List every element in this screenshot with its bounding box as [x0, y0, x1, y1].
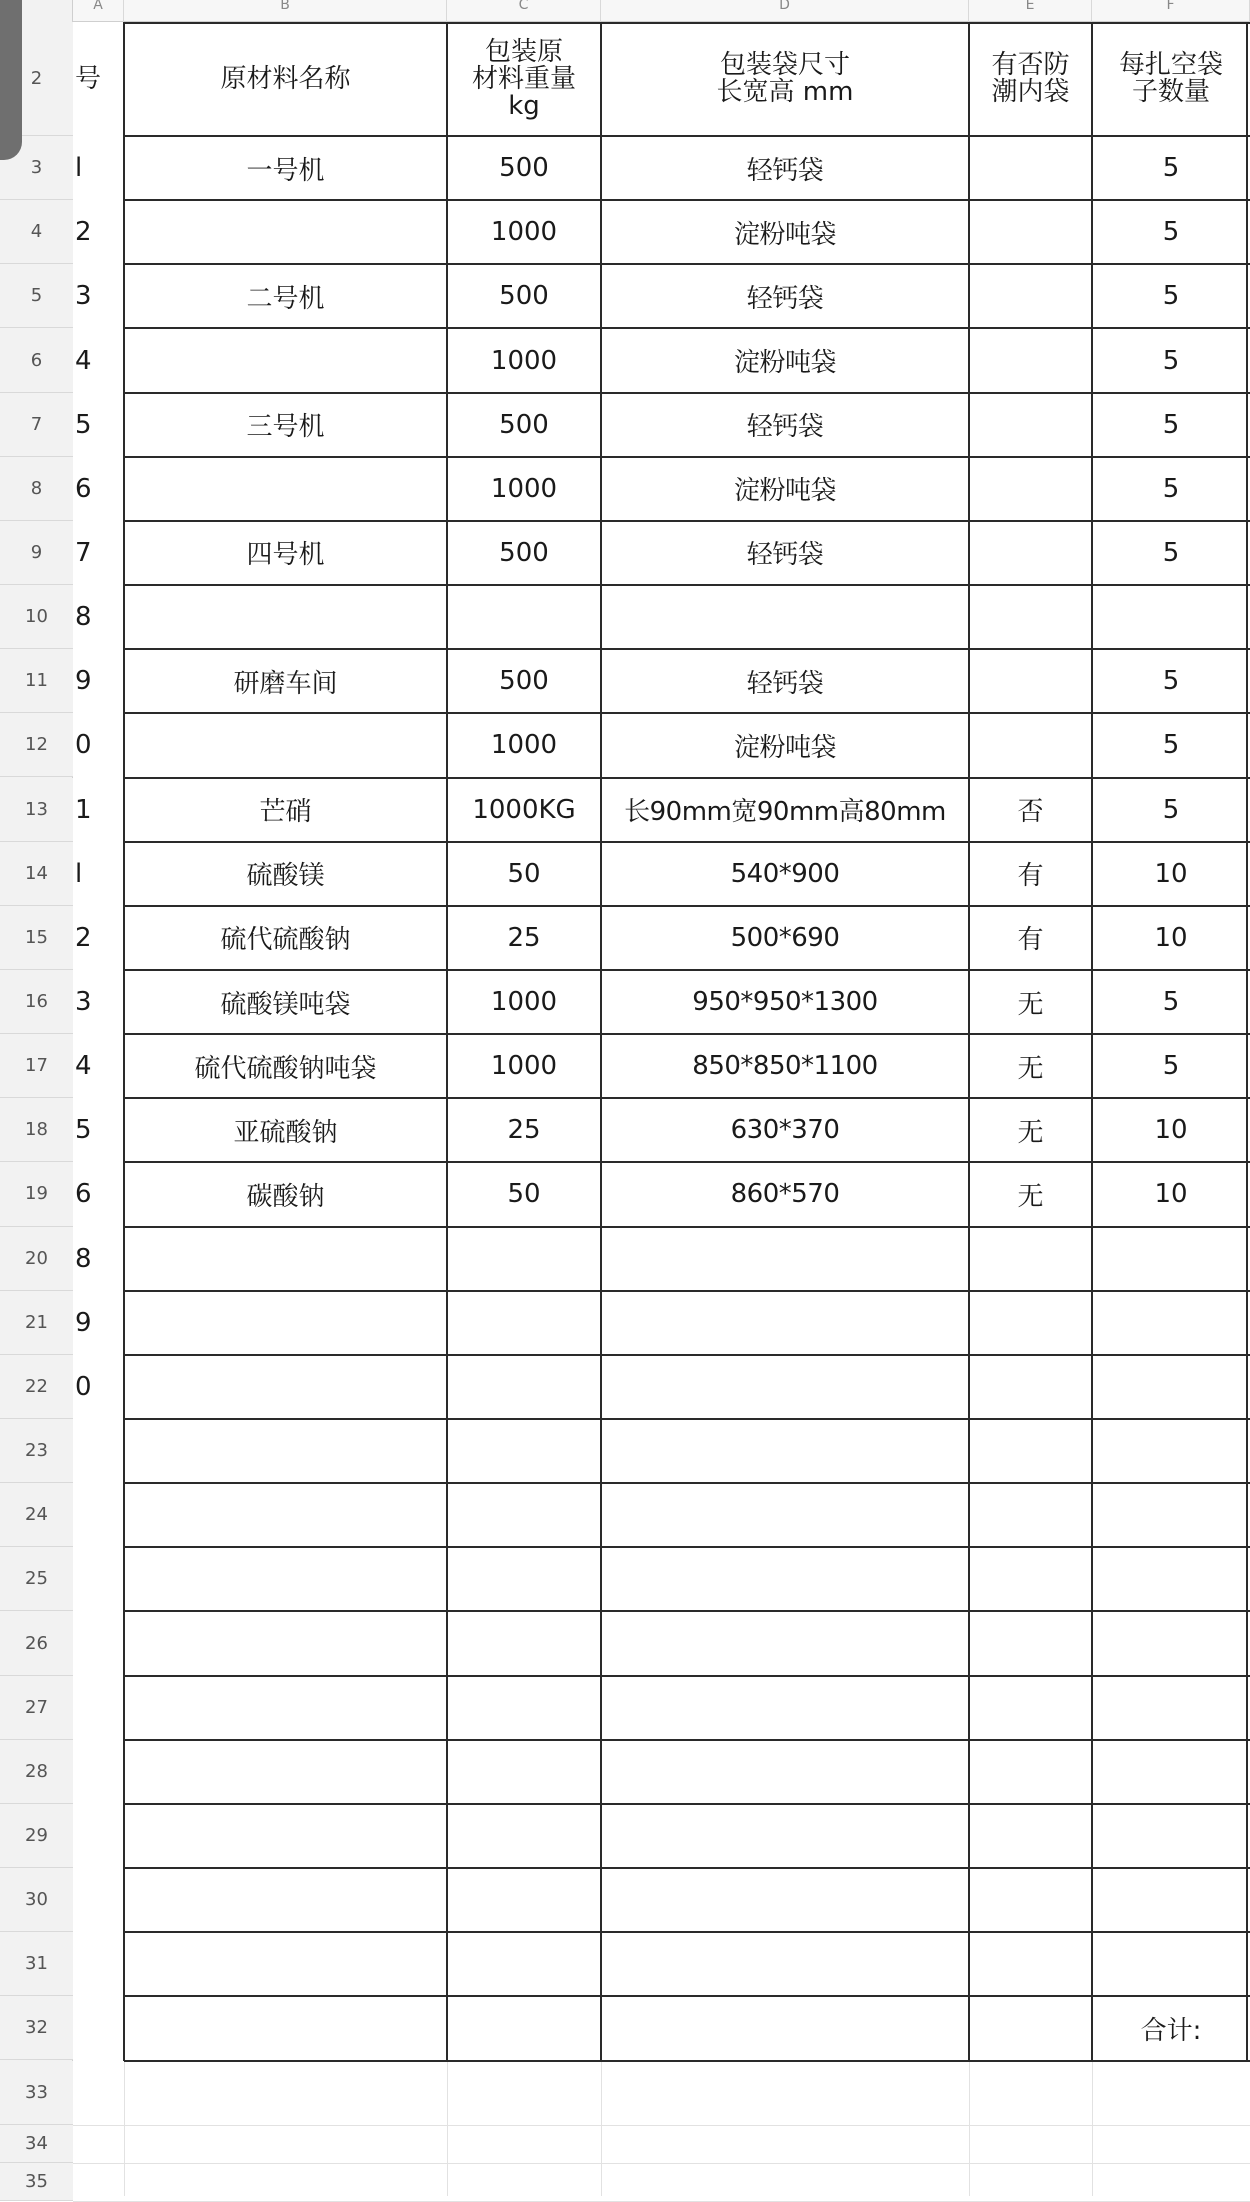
cell-e8[interactable] — [969, 457, 1092, 521]
cell-e13[interactable]: 否 — [1017, 797, 1044, 828]
cell-d24[interactable] — [601, 1483, 969, 1547]
table-border — [124, 1161, 1250, 1163]
cell-f10[interactable] — [1092, 585, 1250, 649]
cell-b18[interactable]: 亚硫酸钠 — [233, 1117, 338, 1148]
row-header-15[interactable]: 15 — [0, 906, 73, 970]
cell-f11[interactable]: 5 — [1162, 666, 1180, 697]
cell-e14[interactable]: 有 — [1017, 861, 1044, 892]
cell-e17[interactable]: 无 — [1017, 1053, 1044, 1084]
cell-c3[interactable]: 500 — [499, 153, 549, 184]
cell-c29[interactable] — [447, 1804, 601, 1868]
row-header-9[interactable]: 9 — [0, 521, 73, 585]
cell-f19[interactable]: 10 — [1154, 1179, 1188, 1210]
cell-a26[interactable] — [73, 1611, 124, 1675]
cell-b28[interactable] — [124, 1740, 447, 1804]
cell-b17[interactable]: 硫代硫酸钠吨袋 — [194, 1053, 377, 1084]
cell-a8[interactable]: 6 — [75, 473, 92, 504]
row-header-14[interactable]: 14 — [0, 842, 73, 906]
cell-f3[interactable]: 5 — [1162, 153, 1180, 184]
cell-a16[interactable]: 3 — [75, 987, 92, 1017]
header-cell-d[interactable]: 包装袋尺寸 长宽高 mm — [716, 50, 854, 107]
cell-c13[interactable]: 1000KG — [472, 794, 576, 825]
row-header-32[interactable]: 32 — [0, 1996, 73, 2060]
cell-d15[interactable]: 500*690 — [730, 922, 840, 953]
cell-c25[interactable] — [447, 1547, 601, 1611]
table-border — [124, 1931, 1250, 1933]
cell-c8[interactable]: 1000 — [490, 473, 558, 504]
cell-a6[interactable]: 4 — [75, 345, 92, 376]
row-header-10[interactable]: 10 — [0, 585, 73, 649]
cell-d10[interactable] — [601, 585, 969, 649]
cell-e6[interactable] — [969, 328, 1092, 392]
cell-b15[interactable]: 硫代硫酸钠 — [220, 925, 351, 956]
cell-d5[interactable]: 轻钙袋 — [746, 283, 824, 314]
cell-c11[interactable]: 500 — [499, 666, 549, 697]
cell-a30[interactable] — [73, 1868, 124, 1932]
cell-f23[interactable] — [1092, 1419, 1250, 1483]
cell-d26[interactable] — [601, 1611, 969, 1675]
cell-a20[interactable]: 8 — [75, 1243, 92, 1274]
cell-c7[interactable]: 500 — [499, 409, 549, 440]
table-border — [124, 135, 1250, 137]
cell-c20[interactable] — [447, 1227, 601, 1291]
cell-a29[interactable] — [73, 1804, 124, 1868]
cell-d30[interactable] — [601, 1868, 969, 1932]
cell-e16[interactable]: 无 — [1017, 989, 1044, 1020]
cell-f16[interactable]: 5 — [1162, 987, 1180, 1017]
cell-e5[interactable] — [969, 264, 1092, 328]
header-cell-a[interactable]: 号 — [75, 63, 102, 94]
cell-b8[interactable] — [124, 457, 447, 521]
cell-b21[interactable] — [124, 1291, 447, 1355]
cell-e15[interactable]: 有 — [1017, 925, 1044, 956]
row-header-16[interactable]: 16 — [0, 970, 73, 1034]
cell-a7[interactable]: 5 — [75, 409, 92, 440]
cell-f32[interactable]: 合计: — [1140, 2015, 1202, 2046]
table-border — [124, 1803, 1250, 1805]
cell-d11[interactable]: 轻钙袋 — [746, 668, 824, 699]
cell-a18[interactable]: 5 — [75, 1115, 92, 1146]
header-cell-b[interactable]: 原材料名称 — [220, 63, 351, 94]
cell-b4[interactable] — [124, 200, 447, 264]
cell-f4[interactable]: 5 — [1162, 217, 1180, 248]
cell-e10[interactable] — [969, 585, 1092, 649]
row-header-13[interactable]: 13 — [0, 778, 73, 842]
table-border — [124, 1033, 1250, 1035]
gridline — [73, 2163, 1250, 2164]
row-header-27[interactable]: 27 — [0, 1676, 73, 1740]
gridline — [969, 2061, 970, 2197]
cell-b10[interactable] — [124, 585, 447, 649]
cell-d21[interactable] — [601, 1291, 969, 1355]
row-header-29[interactable]: 29 — [0, 1804, 73, 1868]
cell-b19[interactable]: 碳酸钠 — [246, 1181, 325, 1212]
cell-f12[interactable]: 5 — [1162, 730, 1180, 761]
cell-d29[interactable] — [601, 1804, 969, 1868]
table-border — [124, 777, 1250, 779]
cell-b23[interactable] — [124, 1419, 447, 1483]
table-border — [124, 905, 1250, 907]
cell-b5[interactable]: 二号机 — [246, 283, 325, 314]
cell-e18[interactable]: 无 — [1017, 1117, 1044, 1148]
cell-e11[interactable] — [969, 649, 1092, 713]
cell-a10[interactable]: 8 — [75, 602, 92, 633]
column-header-f[interactable]: F — [1092, 0, 1250, 22]
cell-c17[interactable]: 1000 — [490, 1051, 558, 1082]
table-border — [124, 1867, 1250, 1869]
cell-d4[interactable]: 淀粉吨袋 — [733, 219, 836, 250]
table-border — [124, 1418, 1250, 1420]
cell-b27[interactable] — [124, 1676, 447, 1740]
table-border — [124, 1995, 1250, 1997]
row-header-4[interactable]: 4 — [0, 200, 73, 264]
cell-e21[interactable] — [969, 1291, 1092, 1355]
cell-c24[interactable] — [447, 1483, 601, 1547]
cell-b29[interactable] — [124, 1804, 447, 1868]
header-cell-f[interactable]: 每扎空袋 子数量 — [1118, 50, 1223, 107]
table-border — [968, 22, 970, 2061]
cell-a17[interactable]: 4 — [75, 1051, 92, 1082]
cell-e7[interactable] — [969, 393, 1092, 457]
cell-d6[interactable]: 淀粉吨袋 — [733, 348, 836, 378]
gridline — [447, 2061, 448, 2197]
cell-f21[interactable] — [1092, 1291, 1250, 1355]
cell-b20[interactable] — [124, 1227, 447, 1291]
cell-e12[interactable] — [969, 713, 1092, 777]
cell-f6[interactable]: 5 — [1162, 345, 1180, 376]
cell-e26[interactable] — [969, 1611, 1092, 1675]
cell-d23[interactable] — [601, 1419, 969, 1483]
cell-d13[interactable]: 长90mm宽90mm高80mm — [624, 797, 946, 828]
cell-d9[interactable]: 轻钙袋 — [746, 540, 824, 571]
cell-b16[interactable]: 硫酸镁吨袋 — [220, 989, 351, 1020]
row-header-25[interactable]: 25 — [0, 1547, 73, 1611]
table-border — [124, 712, 1250, 714]
cell-b25[interactable] — [124, 1547, 447, 1611]
row-header-17[interactable]: 17 — [0, 1034, 73, 1098]
cell-c6[interactable]: 1000 — [490, 345, 558, 376]
cell-c27[interactable] — [447, 1676, 601, 1740]
row-header-18[interactable]: 18 — [0, 1098, 73, 1162]
cell-d19[interactable]: 860*570 — [730, 1179, 840, 1210]
cell-f5[interactable]: 5 — [1162, 281, 1180, 312]
cell-e28[interactable] — [969, 1740, 1092, 1804]
column-header-d[interactable]: D — [601, 0, 969, 22]
row-header-35[interactable]: 35 — [0, 2163, 73, 2201]
cell-b14[interactable]: 硫酸镁 — [246, 861, 325, 892]
cell-d14[interactable]: 540*900 — [730, 858, 840, 889]
cell-b3[interactable]: 一号机 — [246, 155, 325, 186]
table-border — [446, 22, 448, 2061]
table-border — [124, 520, 1250, 522]
cell-b31[interactable] — [124, 1932, 447, 1996]
cell-d27[interactable] — [601, 1676, 969, 1740]
cell-c12[interactable]: 1000 — [490, 730, 558, 761]
cell-a4[interactable]: 2 — [75, 217, 92, 248]
gridline — [124, 2061, 125, 2197]
cell-e24[interactable] — [969, 1483, 1092, 1547]
cell-f7[interactable]: 5 — [1162, 409, 1180, 440]
cell-c14[interactable]: 50 — [507, 858, 541, 889]
cell-a32[interactable] — [73, 1996, 124, 2060]
cell-f8[interactable]: 5 — [1162, 473, 1180, 504]
cell-e32[interactable] — [969, 1996, 1092, 2060]
cell-c22[interactable] — [447, 1355, 601, 1419]
cell-a12[interactable]: 0 — [75, 730, 92, 761]
cell-e22[interactable] — [969, 1355, 1092, 1419]
cell-a27[interactable] — [73, 1676, 124, 1740]
cell-e23[interactable] — [969, 1419, 1092, 1483]
cell-f25[interactable] — [1092, 1547, 1250, 1611]
cell-f22[interactable] — [1092, 1355, 1250, 1419]
cell-a19[interactable]: 6 — [75, 1179, 92, 1210]
row-header-31[interactable]: 31 — [0, 1932, 73, 1996]
gridline — [1092, 2061, 1093, 2197]
cell-a11[interactable]: 9 — [75, 666, 92, 697]
column-header-a[interactable]: A — [73, 0, 124, 22]
table-border — [124, 1097, 1250, 1099]
table-border — [124, 841, 1250, 843]
table-border — [124, 1546, 1250, 1548]
cell-c26[interactable] — [447, 1611, 601, 1675]
cell-c31[interactable] — [447, 1932, 601, 1996]
table-border — [124, 1739, 1250, 1741]
cell-c15[interactable]: 25 — [507, 922, 541, 953]
table-border — [1246, 22, 1248, 2061]
row-header-6[interactable]: 6 — [0, 328, 73, 392]
cell-b13[interactable]: 芒硝 — [259, 797, 312, 828]
cell-e20[interactable] — [969, 1227, 1092, 1291]
cell-c5[interactable]: 500 — [499, 281, 549, 312]
table-border — [124, 456, 1250, 458]
cell-c18[interactable]: 25 — [507, 1115, 541, 1146]
column-header-e[interactable]: E — [969, 0, 1092, 22]
cell-f9[interactable]: 5 — [1162, 537, 1180, 568]
row-header-3[interactable]: 3 — [0, 136, 73, 200]
table-border — [124, 1482, 1250, 1484]
row-header-30[interactable]: 30 — [0, 1868, 73, 1932]
cell-a28[interactable] — [73, 1740, 124, 1804]
table-border — [1091, 22, 1093, 2061]
table-border — [124, 1226, 1250, 1228]
cell-b30[interactable] — [124, 1868, 447, 1932]
cell-a31[interactable] — [73, 1932, 124, 1996]
cell-e25[interactable] — [969, 1547, 1092, 1611]
cell-f18[interactable]: 10 — [1154, 1115, 1188, 1146]
cell-c23[interactable] — [447, 1419, 601, 1483]
cell-e30[interactable] — [969, 1868, 1092, 1932]
cell-c10[interactable] — [447, 585, 601, 649]
row-header-2[interactable]: 2 — [0, 22, 73, 136]
cell-d25[interactable] — [601, 1547, 969, 1611]
cell-a9[interactable]: 7 — [75, 537, 92, 568]
gridline — [73, 2125, 1250, 2126]
row-header-8[interactable]: 8 — [0, 457, 73, 521]
table-border — [124, 263, 1250, 265]
cell-c16[interactable]: 1000 — [490, 987, 558, 1017]
table-border — [124, 392, 1250, 394]
cell-e9[interactable] — [969, 521, 1092, 585]
cell-f28[interactable] — [1092, 1740, 1250, 1804]
cell-a23[interactable] — [73, 1419, 124, 1483]
cell-a24[interactable] — [73, 1483, 124, 1547]
cell-e4[interactable] — [969, 200, 1092, 264]
row-header-26[interactable]: 26 — [0, 1611, 73, 1675]
cell-d17[interactable]: 850*850*1100 — [692, 1051, 878, 1082]
table-border — [124, 22, 1250, 24]
cell-f13[interactable]: 5 — [1162, 794, 1180, 825]
cell-e27[interactable] — [969, 1676, 1092, 1740]
cell-c4[interactable]: 1000 — [490, 217, 558, 248]
cell-f14[interactable]: 10 — [1154, 858, 1188, 889]
gridline — [601, 2061, 602, 2197]
row-header-21[interactable]: 21 — [0, 1291, 73, 1355]
cell-d18[interactable]: 630*370 — [730, 1115, 840, 1146]
cell-b6[interactable] — [124, 328, 447, 392]
table-border — [124, 327, 1250, 329]
cell-a3[interactable]: l — [75, 153, 83, 184]
row-header-20[interactable]: 20 — [0, 1227, 73, 1291]
row-header-5[interactable]: 5 — [0, 264, 73, 328]
cell-c28[interactable] — [447, 1740, 601, 1804]
cell-e29[interactable] — [969, 1804, 1092, 1868]
cell-f24[interactable] — [1092, 1483, 1250, 1547]
cell-c19[interactable]: 50 — [507, 1179, 541, 1210]
table-border — [124, 1354, 1250, 1356]
cell-d16[interactable]: 950*950*1300 — [692, 987, 878, 1017]
row-header-11[interactable]: 11 — [0, 649, 73, 713]
cell-f20[interactable] — [1092, 1227, 1250, 1291]
header-cell-c[interactable]: 包装原 材料重量 kg — [471, 36, 576, 121]
cell-a15[interactable]: 2 — [75, 922, 92, 953]
cell-b12[interactable] — [124, 713, 447, 777]
cell-b24[interactable] — [124, 1483, 447, 1547]
cell-f15[interactable]: 10 — [1154, 922, 1188, 953]
cell-e3[interactable] — [969, 136, 1092, 200]
cell-b26[interactable] — [124, 1611, 447, 1675]
gridline — [73, 2201, 1250, 2202]
cell-e19[interactable]: 无 — [1017, 1181, 1044, 1212]
row-header-34[interactable]: 34 — [0, 2125, 73, 2163]
cell-d32[interactable] — [601, 1996, 969, 2060]
cell-a21[interactable]: 9 — [75, 1307, 92, 1338]
row-header-19[interactable]: 19 — [0, 1162, 73, 1226]
header-cell-e[interactable]: 有否防 潮内袋 — [991, 50, 1070, 107]
cell-a14[interactable]: l — [75, 858, 83, 889]
table-border — [123, 22, 125, 2061]
cell-d22[interactable] — [601, 1355, 969, 1419]
cell-f17[interactable]: 5 — [1162, 1051, 1180, 1082]
cell-a5[interactable]: 3 — [75, 281, 92, 312]
table-border — [600, 22, 602, 2061]
table-border — [124, 648, 1250, 650]
cell-f26[interactable] — [1092, 1611, 1250, 1675]
table-border — [124, 1675, 1250, 1677]
row-header-12[interactable]: 12 — [0, 713, 73, 777]
row-header-22[interactable]: 22 — [0, 1355, 73, 1419]
cell-b9[interactable]: 四号机 — [246, 540, 325, 571]
cell-c21[interactable] — [447, 1291, 601, 1355]
drawer-handle[interactable] — [0, 0, 22, 160]
cell-f31[interactable] — [1092, 1932, 1250, 1996]
cell-f27[interactable] — [1092, 1676, 1250, 1740]
table-border — [124, 1610, 1250, 1612]
row-header-7[interactable]: 7 — [0, 393, 73, 457]
table-border — [124, 199, 1250, 201]
cell-d12[interactable]: 淀粉吨袋 — [733, 732, 836, 763]
row-header-23[interactable]: 23 — [0, 1419, 73, 1483]
cell-b32[interactable] — [124, 1996, 447, 2060]
cell-a25[interactable] — [73, 1547, 124, 1611]
cell-a22[interactable]: 0 — [75, 1371, 92, 1402]
row-header-28[interactable]: 28 — [0, 1740, 73, 1804]
column-header-c[interactable]: C — [447, 0, 601, 22]
cell-c30[interactable] — [447, 1868, 601, 1932]
table-border — [124, 969, 1250, 971]
cell-e31[interactable] — [969, 1932, 1092, 1996]
cell-b22[interactable] — [124, 1355, 447, 1419]
row-header-33[interactable]: 33 — [0, 2061, 73, 2125]
table-border — [124, 1290, 1250, 1292]
cell-b7[interactable]: 三号机 — [246, 412, 325, 443]
cell-d7[interactable]: 轻钙袋 — [746, 412, 824, 443]
table-border — [124, 2060, 1250, 2062]
cell-c32[interactable] — [447, 1996, 601, 2060]
row-header-24[interactable]: 24 — [0, 1483, 73, 1547]
table-border — [124, 584, 1250, 586]
cell-a13[interactable]: 1 — [75, 794, 92, 825]
cell-d31[interactable] — [601, 1932, 969, 1996]
cell-c9[interactable]: 500 — [499, 537, 549, 568]
cell-f30[interactable] — [1092, 1868, 1250, 1932]
cell-d20[interactable] — [601, 1227, 969, 1291]
column-header-b[interactable]: B — [124, 0, 447, 22]
cell-d8[interactable]: 淀粉吨袋 — [733, 476, 836, 507]
cell-d28[interactable] — [601, 1740, 969, 1804]
cell-b11[interactable]: 研磨车间 — [233, 668, 338, 699]
cell-d3[interactable]: 轻钙袋 — [746, 155, 824, 186]
cell-f29[interactable] — [1092, 1804, 1250, 1868]
